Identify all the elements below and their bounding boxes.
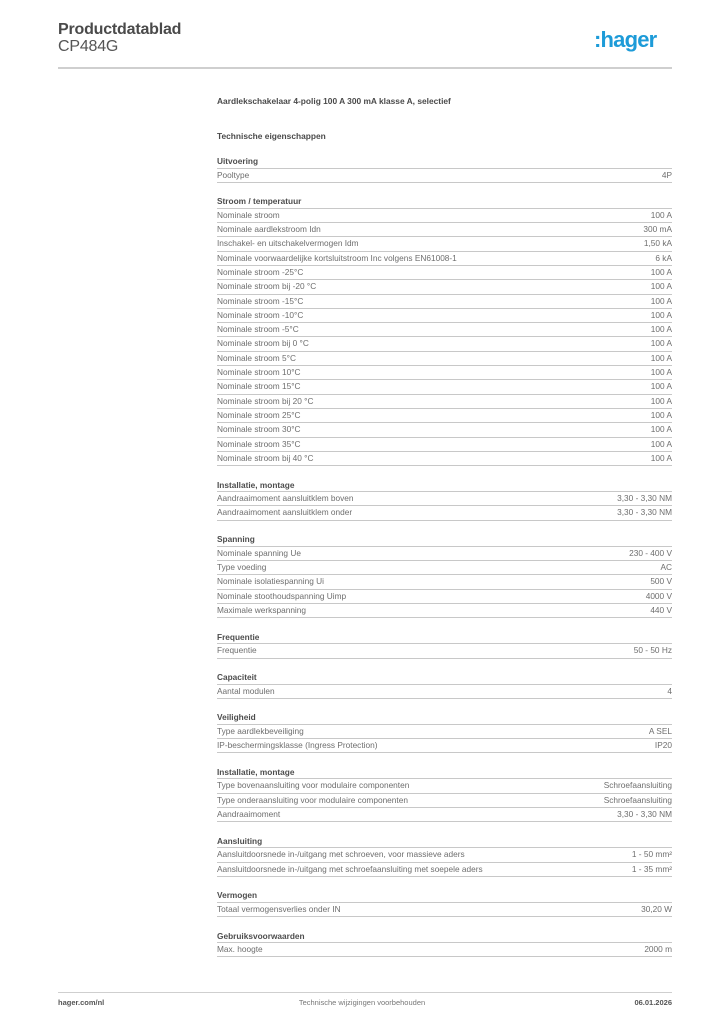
spec-value: 100 A xyxy=(650,438,672,449)
spec-label: Nominale stroom 35°C xyxy=(217,438,301,449)
spec-label: Aandraaimoment aansluitklem onder xyxy=(217,507,353,518)
spec-value: 4000 V xyxy=(645,590,672,601)
spec-value: 100 A xyxy=(650,409,672,420)
spec-label: Nominale stroom -15°C xyxy=(217,295,304,306)
spec-label: Nominale aardlekstroom Idn xyxy=(217,224,321,235)
spec-label: Nominale stroom bij 40 °C xyxy=(217,452,314,463)
spec-row xyxy=(217,590,672,604)
spec-value: 100 A xyxy=(650,352,672,363)
footer-disclaimer: Technische wijzigingen voorbehouden xyxy=(298,998,426,1007)
spec-value: 500 V xyxy=(650,576,672,587)
spec-value: 440 V xyxy=(650,604,672,615)
spec-value: AC xyxy=(660,562,672,573)
spec-label: Nominale stroom 5°C xyxy=(217,352,296,363)
spec-row xyxy=(217,644,672,658)
spec-row xyxy=(217,395,672,409)
spec-value: 100 A xyxy=(650,295,672,306)
product-name: Aardlekschakelaar 4-polig 100 A 300 mA klasse A, selectief xyxy=(217,96,451,106)
spec-label: IP-beschermingsklasse (Ingress Protection) xyxy=(217,740,378,751)
spec-row xyxy=(217,561,672,575)
technical-properties-title: Technische eigenschappen xyxy=(217,131,326,141)
spec-value: 2000 m xyxy=(644,944,672,955)
spec-row xyxy=(217,409,672,423)
spec-row xyxy=(217,337,672,351)
section-title: Uitvoering xyxy=(217,155,672,169)
footer-date: 06.01.2026 xyxy=(634,998,672,1007)
spec-row xyxy=(217,223,672,237)
spec-section xyxy=(217,533,672,618)
spec-value: IP20 xyxy=(654,740,672,751)
spec-row xyxy=(217,309,672,323)
spec-label: Maximale werkspanning xyxy=(217,604,307,615)
spec-value: 100 A xyxy=(650,281,672,292)
spec-row xyxy=(217,452,672,466)
spec-section xyxy=(217,711,672,753)
spec-value: 1 - 50 mm² xyxy=(631,849,672,860)
spec-label: Type aardlekbeveiliging xyxy=(217,725,304,736)
spec-row xyxy=(217,506,672,520)
section-title: Veiligheid xyxy=(217,711,672,725)
spec-value: Schroefaansluiting xyxy=(603,780,672,791)
spec-row xyxy=(217,352,672,366)
spec-row xyxy=(217,863,672,877)
spec-row xyxy=(217,423,672,437)
spec-label: Nominale stroom -5°C xyxy=(217,324,299,335)
footer-website-link[interactable]: hager.com/nl xyxy=(58,998,105,1007)
spec-label: Aantal modulen xyxy=(217,685,275,696)
spec-label: Nominale spanning Ue xyxy=(217,547,301,558)
spec-row xyxy=(217,295,672,309)
footer-divider xyxy=(58,992,672,993)
spec-label: Nominale stroom -25°C xyxy=(217,266,304,277)
spec-row xyxy=(217,604,672,618)
spec-label: Nominale stroom 10°C xyxy=(217,367,301,378)
spec-label: Type voeding xyxy=(217,562,267,573)
spec-value: 100 A xyxy=(650,452,672,463)
spec-label: Max. hoogte xyxy=(217,944,263,955)
spec-row xyxy=(217,323,672,337)
spec-row xyxy=(217,739,672,753)
section-title: Spanning xyxy=(217,533,672,547)
section-title: Capaciteit xyxy=(217,671,672,685)
spec-value: 3,30 - 3,30 NM xyxy=(617,507,672,518)
spec-value: 4 xyxy=(667,685,672,696)
spec-label: Nominale stroom 25°C xyxy=(217,409,301,420)
spec-value: A SEL xyxy=(648,725,672,736)
hager-logo: :hager xyxy=(594,27,657,52)
spec-row xyxy=(217,209,672,223)
spec-sections xyxy=(217,155,672,957)
spec-value: 100 A xyxy=(650,209,672,220)
spec-value: 100 A xyxy=(650,367,672,378)
document-title: Productdatablad xyxy=(58,21,182,38)
spec-value: 3,30 - 3,30 NM xyxy=(617,493,672,504)
spec-section xyxy=(217,930,672,958)
spec-row xyxy=(217,169,672,183)
spec-row xyxy=(217,366,672,380)
spec-label: Totaal vermogensverlies onder IN xyxy=(217,903,341,914)
spec-value: 30,20 W xyxy=(641,903,672,914)
datasheet-content xyxy=(217,95,672,957)
spec-row xyxy=(217,547,672,561)
product-code: CP484G xyxy=(58,38,119,55)
spec-section xyxy=(217,155,672,183)
spec-value: 6 kA xyxy=(655,252,672,263)
spec-section xyxy=(217,631,672,659)
section-title: Frequentie xyxy=(217,631,672,645)
spec-row xyxy=(217,280,672,294)
spec-label: Aandraaimoment aansluitklem boven xyxy=(217,493,354,504)
spec-value: 4P xyxy=(661,169,672,180)
spec-row xyxy=(217,252,672,266)
spec-label: Aansluitdoorsnede in-/uitgang met schroefaansluiting met soepele aders xyxy=(217,863,483,874)
spec-section xyxy=(217,835,672,877)
spec-value: 100 A xyxy=(650,266,672,277)
section-title: Vermogen xyxy=(217,889,672,903)
spec-label: Nominale stroom bij 20 °C xyxy=(217,395,314,406)
spec-row xyxy=(217,943,672,957)
spec-section xyxy=(217,195,672,466)
spec-value: 1,50 kA xyxy=(643,238,672,249)
spec-label: Type bovenaansluiting voor modulaire componenten xyxy=(217,780,410,791)
spec-row xyxy=(217,725,672,739)
spec-label: Nominale stroom xyxy=(217,209,280,220)
spec-row xyxy=(217,237,672,251)
spec-value: 100 A xyxy=(650,309,672,320)
section-title: Aansluiting xyxy=(217,835,672,849)
spec-section xyxy=(217,479,672,521)
spec-section xyxy=(217,671,672,699)
spec-label: Pooltype xyxy=(217,169,250,180)
section-title: Installatie, montage xyxy=(217,766,672,780)
spec-label: Type onderaansluiting voor modulaire componenten xyxy=(217,794,408,805)
spec-label: Aansluitdoorsnede in-/uitgang met schroeven, voor massieve aders xyxy=(217,849,465,860)
section-title: Stroom / temperatuur xyxy=(217,195,672,209)
spec-row xyxy=(217,794,672,808)
spec-value: 1 - 35 mm² xyxy=(631,863,672,874)
spec-value: 100 A xyxy=(650,338,672,349)
spec-row xyxy=(217,492,672,506)
spec-section xyxy=(217,889,672,917)
spec-row xyxy=(217,380,672,394)
spec-value: 100 A xyxy=(650,324,672,335)
spec-label: Frequentie xyxy=(217,645,257,656)
spec-label: Nominale stroom bij -20 °C xyxy=(217,281,317,292)
spec-value: 100 A xyxy=(650,381,672,392)
spec-row xyxy=(217,266,672,280)
spec-value: Schroefaansluiting xyxy=(603,794,672,805)
header-divider xyxy=(58,67,672,69)
spec-value: 50 - 50 Hz xyxy=(633,645,672,656)
spec-label: Nominale stroom -10°C xyxy=(217,309,304,320)
spec-label: Nominale stroom 15°C xyxy=(217,381,301,392)
spec-label: Inschakel- en uitschakelvermogen Idm xyxy=(217,238,359,249)
spec-row xyxy=(217,808,672,822)
spec-value: 230 - 400 V xyxy=(629,547,672,558)
spec-row xyxy=(217,903,672,917)
spec-row xyxy=(217,848,672,862)
spec-value: 300 mA xyxy=(643,224,672,235)
spec-label: Nominale voorwaardelijke kortsluitstroom Inc volgens EN61008-1 xyxy=(217,252,457,263)
spec-row xyxy=(217,779,672,793)
section-title: Gebruiksvoorwaarden xyxy=(217,930,672,944)
spec-row xyxy=(217,685,672,699)
spec-label: Aandraaimoment xyxy=(217,809,281,819)
spec-row xyxy=(217,575,672,589)
spec-label: Nominale stoothoudspanning Uimp xyxy=(217,590,347,601)
spec-value: 3,30 - 3,30 NM xyxy=(617,809,672,819)
section-title: Installatie, montage xyxy=(217,479,672,493)
spec-label: Nominale isolatiespanning Ui xyxy=(217,576,324,587)
spec-label: Nominale stroom 30°C xyxy=(217,424,301,435)
spec-row xyxy=(217,438,672,452)
spec-section xyxy=(217,766,672,822)
spec-value: 100 A xyxy=(650,395,672,406)
spec-label: Nominale stroom bij 0 °C xyxy=(217,338,309,349)
spec-value: 100 A xyxy=(650,424,672,435)
